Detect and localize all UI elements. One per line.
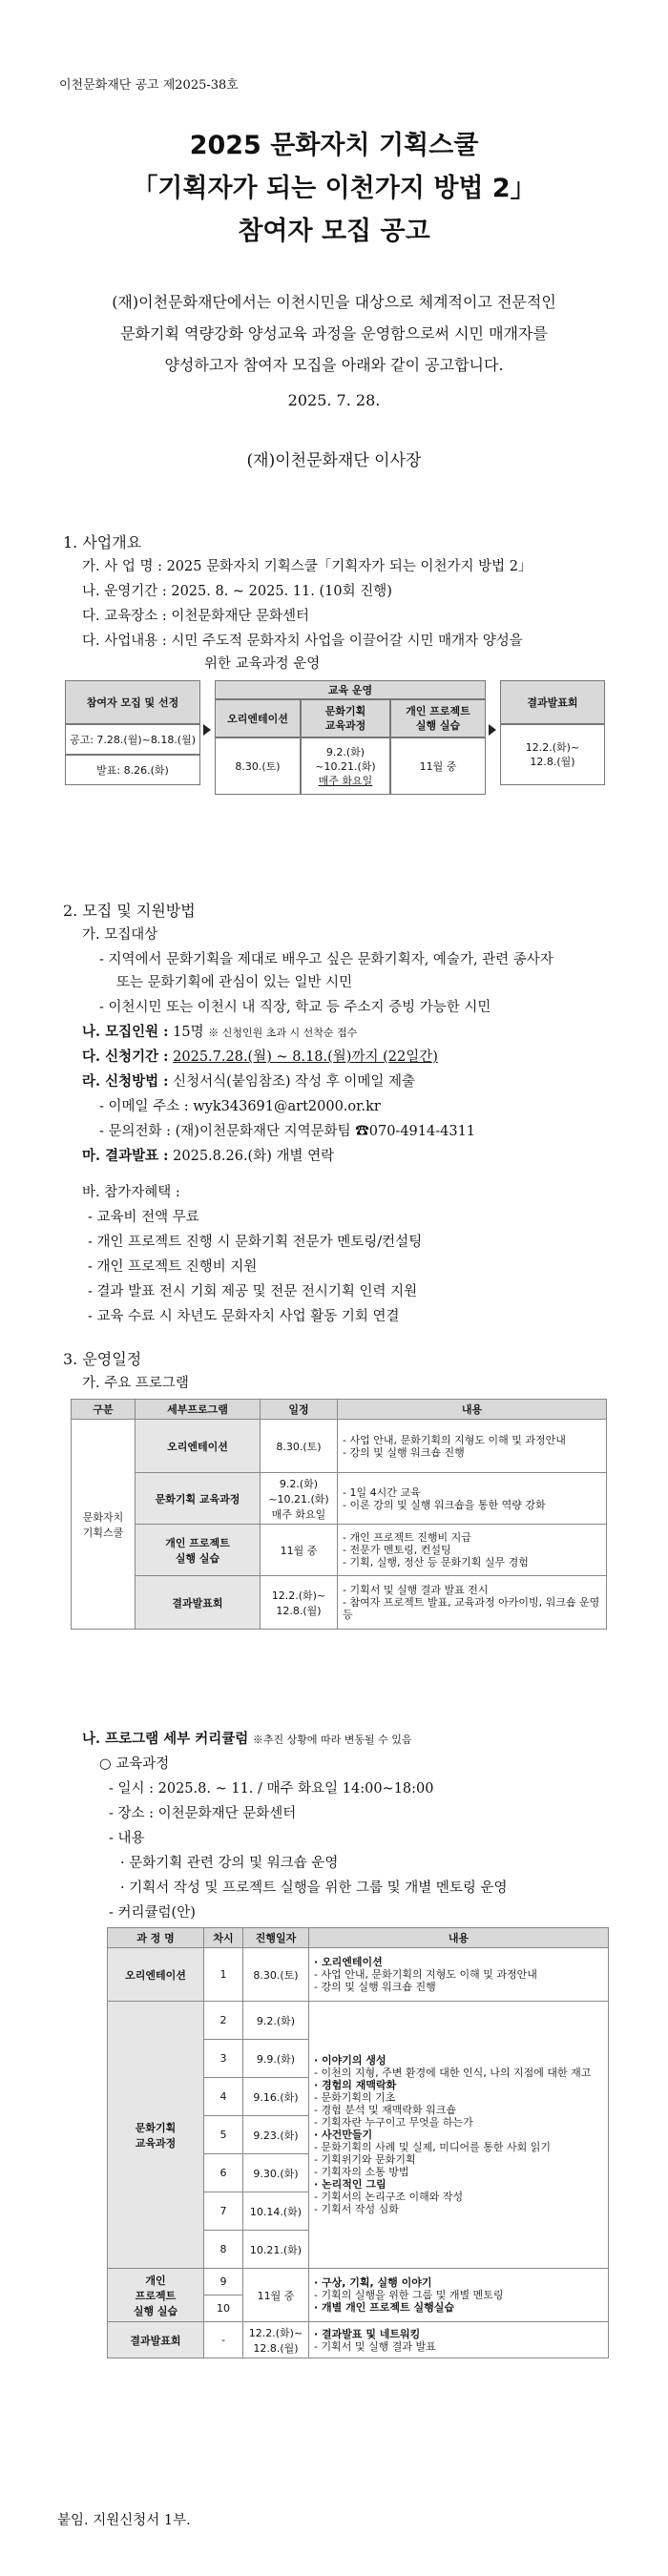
curriculum-content — [309, 1948, 609, 2002]
intro-paragraph — [57, 286, 611, 381]
program-content-item: - 이론 강의 및 실행 워크숍을 통한 역량 강화 — [343, 1498, 546, 1511]
section-2-heading: 2. 모집 및 지원방법 — [63, 902, 196, 920]
curriculum-course: 개인 프로젝트 실행 실습 — [108, 2269, 204, 2322]
curriculum-content-item: - 기획서 및 실행 결과 발표 — [314, 2339, 436, 2353]
curriculum-content-item: - 기획서 작성 심화 — [314, 2203, 399, 2215]
label: 다. 신청기간 : — [82, 1049, 169, 1065]
flow-result-header: 결과발표회 — [500, 680, 605, 724]
table-header: 진행일자 — [243, 1928, 309, 1948]
s3-programs-heading: 가. 주요 프로그램 — [82, 1376, 189, 1391]
program-content-item: - 사업 안내, 문화기획의 지형도 이해 및 과정안내 — [343, 1433, 566, 1446]
s2-benefits-heading: 바. 참가자혜택 : — [82, 1185, 180, 1200]
program-content-item: - 전문가 멘토링, 컨설팅 — [343, 1544, 451, 1556]
curriculum-date: 9.9.(화) — [243, 2040, 309, 2078]
flow-project-date: 11월 중 — [390, 737, 486, 795]
issuing-organization: (재)이천문화재단 이사장 — [246, 451, 422, 470]
flow-result-date — [500, 724, 605, 785]
title-line-3: 참여자 모집 공고 — [238, 217, 430, 246]
label: 나. 프로그램 세부 커리큘럼 — [82, 1731, 249, 1747]
intro-line: 양성하고자 참여자 모집을 아래와 같이 공고합니다. — [164, 356, 504, 374]
curriculum-content-item: · 사건만들기 — [314, 2129, 373, 2141]
curriculum-course: 문화기획 교육과정 — [108, 2002, 204, 2269]
curriculum-content-item: - 기획자란 누구이고 무엇을 하는가 — [314, 2116, 473, 2129]
s1-venue: 다. 교육장소 : 이천문화재단 문화센터 — [82, 609, 310, 624]
label: 마. 결과발표 : — [82, 1148, 169, 1164]
s3-course-sub: ○ 교육과정 — [99, 1756, 170, 1772]
curriculum-session: 5 — [204, 2116, 243, 2154]
flow-edu-header: 교육 운영 — [215, 680, 486, 699]
flow-course-header-line: 문화기획 — [324, 705, 366, 717]
curriculum-date: 9.16.(화) — [243, 2078, 309, 2116]
title-line-1: 2025 문화자치 기획스쿨 — [189, 131, 479, 160]
s2-benefit: - 개인 프로젝트 진행 시 문화기획 전문가 멘토링/컨설팅 — [88, 1235, 423, 1250]
value: 신청서식(붙임참조) 작성 후 이메일 제출 — [173, 1074, 416, 1090]
s3-curriculum-label: - 커리큘럼(안) — [109, 1905, 196, 1921]
program-content-item: - 참여자 프로젝트 발표, 교육과정 아카이빙, 워크숍 운영 등 — [343, 1596, 600, 1621]
program-name: 문화기획 교육과정 — [136, 1473, 261, 1525]
s1-period: 나. 운영기간 : 2025. 8. ~ 2025. 11. (10회 진행) — [82, 584, 392, 599]
s3-course-venue: - 장소 : 이천문화재단 문화센터 — [109, 1806, 297, 1821]
table-header: 차시 — [204, 1928, 243, 1948]
flow-arrow — [203, 724, 211, 736]
intro-line: 문화기획 역량강화 양성교육 과정을 운영함으로써 시민 매개자를 — [120, 324, 548, 343]
program-content-item: - 기획, 실행, 정산 등 문화기획 실무 경험 — [343, 1556, 529, 1568]
flow-orientation-date: 8.30.(토) — [215, 737, 301, 795]
curriculum-date: 10.14.(화) — [243, 2192, 309, 2231]
flow-project-header-line: 개인 프로젝트 — [406, 705, 470, 717]
curriculum-content-item: - 경험 분석 및 재맥락화 워크숍 — [314, 2104, 456, 2116]
section-1-heading: 1. 사업개요 — [63, 533, 142, 551]
title-line-2: 「기획자가 되는 이천가지 방법 2」 — [132, 174, 536, 203]
s2-benefit: - 교육비 전액 무료 — [88, 1210, 199, 1225]
curriculum-date: 9.23.(화) — [243, 2116, 309, 2154]
attachment-note: 붙임. 지원신청서 1부. — [57, 2513, 191, 2528]
curriculum-content-item: - 기획위기와 문화기획 — [314, 2153, 416, 2166]
curriculum-content-item: · 결과발표 및 네트워킹 — [314, 2327, 421, 2340]
table-header: 구분 — [72, 1400, 136, 1420]
program-content — [338, 1420, 607, 1473]
curriculum-content-item: - 강의 및 실행 워크숍 진행 — [314, 1981, 436, 1993]
flow-recruit-header: 참여자 모집 및 선정 — [65, 680, 200, 724]
flow-course-header — [301, 699, 390, 737]
curriculum-session: 2 — [204, 2002, 243, 2040]
program-date: 8.30.(토) — [261, 1420, 338, 1473]
curriculum-content-item: - 문화기획의 사례 및 실제, 미디어를 통한 사회 읽기 — [314, 2141, 551, 2153]
section-3-heading: 3. 운영일정 — [63, 1350, 142, 1368]
program-group: 문화자치 기획스쿨 — [72, 1420, 136, 1630]
s2-target-1-cont: 또는 문화기획에 관심이 있는 일반 시민 — [116, 975, 353, 990]
s2-benefit: - 결과 발표 전시 기회 제공 및 전문 전시기획 인력 지원 — [88, 1284, 418, 1299]
curriculum-content — [309, 2269, 609, 2322]
curriculum-date: 12.2.(화)~ 12.8.(월) — [243, 2322, 309, 2358]
curriculum-session: 9 — [204, 2269, 243, 2296]
program-content-item: - 기획서 및 실행 결과 발표 전시 — [343, 1584, 489, 1596]
s3-course-time: - 일시 : 2025.8. ~ 11. / 매주 화요일 14:00~18:00 — [109, 1781, 434, 1797]
s3-course-content-item: · 기획서 작성 및 프로젝트 실행을 위한 그룹 및 개별 멘토링 운영 — [120, 1880, 508, 1896]
s2-email: - 이메일 주소 : wyk343691@art2000.or.kr — [99, 1099, 381, 1114]
s2-target-1: - 지역에서 문화기획을 제대로 배우고 싶은 문화기획자, 예술가, 관련 종사자 — [99, 952, 553, 967]
program-content-item: - 강의 및 실행 워크숍 진행 — [343, 1445, 465, 1459]
program-content — [338, 1525, 607, 1576]
curriculum-content-item: · 구상, 기획, 실행 이야기 — [314, 2276, 432, 2289]
intro-line: (재)이천문화재단에서는 이천시민을 대상으로 체계적이고 전문적인 — [112, 293, 556, 311]
s2-capacity — [82, 1021, 357, 1041]
program-content — [338, 1576, 607, 1630]
s3-curriculum-heading — [82, 1728, 412, 1748]
s3-course-content: - 내용 — [109, 1831, 145, 1846]
curriculum-content-item: · 이야기의 생성 — [314, 2054, 386, 2067]
note: ※추진 상황에 따라 변동될 수 있음 — [252, 1734, 412, 1746]
curriculum-content-item: · 경험의 재맥락화 — [314, 2079, 397, 2091]
curriculum-session: 6 — [204, 2154, 243, 2192]
label: 라. 신청방법 : — [82, 1073, 169, 1090]
curriculum-course: 오리엔테이션 — [108, 1948, 204, 2002]
curriculum-session: 3 — [204, 2040, 243, 2078]
curriculum-content-item: · 개별 개인 프로젝트 실행실습 — [314, 2301, 455, 2314]
curriculum-date: 11월 중 — [243, 2269, 309, 2322]
document-number: 이천문화재단 공고 제2025-38호 — [59, 78, 239, 93]
curriculum-session: 10 — [204, 2296, 243, 2322]
program-table — [71, 1399, 607, 1630]
curriculum-date: 9.2.(화) — [243, 2002, 309, 2040]
program-name: 오리엔테이션 — [136, 1420, 261, 1473]
curriculum-table — [107, 1927, 609, 2358]
program-date: 12.2.(화)~ 12.8.(월) — [261, 1576, 338, 1630]
flow-project-header-line: 실행 실습 — [415, 719, 461, 732]
curriculum-content-item: - 기획의 실행을 위한 그룹 및 개별 멘토링 — [314, 2289, 504, 2301]
table-header: 내용 — [309, 1928, 609, 1948]
s2-period — [82, 1046, 438, 1066]
note: ※ 신청인원 초과 시 선착순 접수 — [208, 1027, 358, 1039]
curriculum-date: 9.30.(화) — [243, 2154, 309, 2192]
s2-target-2: - 이천시민 또는 이천시 내 직장, 학교 등 주소지 증빙 가능한 시민 — [99, 1000, 491, 1015]
s2-benefit: - 교육 수료 시 차년도 문화자치 사업 활동 기회 연결 — [88, 1309, 400, 1324]
flow-recruit-result: 발표: 8.26.(화) — [65, 755, 200, 785]
flow-recruit-notice: 공고: 7.28.(월)~8.18.(월) — [65, 724, 200, 755]
curriculum-content-item: · 논리적인 그림 — [314, 2178, 386, 2191]
flow-result-date-line: 12.2.(화)~ — [525, 741, 580, 754]
flow-course-date-line: 9.2.(화) — [325, 745, 365, 758]
flow-course-date — [301, 737, 390, 795]
flow-course-date-line: 매주 화요일 — [318, 774, 373, 787]
table-header: 과 정 명 — [108, 1928, 204, 1948]
curriculum-course: 결과발표회 — [108, 2322, 204, 2358]
program-date: 11월 중 — [261, 1525, 338, 1576]
s3-course-content-item: · 문화기획 관련 강의 및 워크숍 운영 — [120, 1856, 339, 1871]
s1-project-name: 가. 사 업 명 : 2025 문화자치 기획스쿨「기획자가 되는 이천가지 방법 2」 — [82, 559, 532, 574]
s2-benefit: - 개인 프로젝트 진행비 지원 — [88, 1259, 258, 1275]
curriculum-session: 7 — [204, 2192, 243, 2231]
curriculum-content-item: - 문화기획의 기초 — [314, 2091, 396, 2104]
table-header: 일정 — [261, 1400, 338, 1420]
flow-course-header-line: 교육과정 — [324, 719, 366, 732]
label: 나. 모집인원 : — [82, 1024, 169, 1040]
s2-target-heading: 가. 모집대상 — [82, 927, 158, 943]
s2-method — [82, 1070, 415, 1091]
program-name: 결과발표회 — [136, 1576, 261, 1630]
s2-result — [82, 1145, 334, 1165]
flow-course-date-line: ~10.21.(화) — [315, 759, 376, 773]
curriculum-session: 1 — [204, 1948, 243, 2002]
program-content — [338, 1473, 607, 1525]
s1-content-cont: 위한 교육과정 운영 — [204, 656, 321, 672]
curriculum-session: 4 — [204, 2078, 243, 2116]
curriculum-session: - — [204, 2322, 243, 2358]
flow-result-date-line: 12.8.(월) — [530, 756, 575, 768]
curriculum-content-item: - 사업 안내, 문화기획의 지형도 이해 및 과정안내 — [314, 1968, 537, 1981]
curriculum-date: 8.30.(토) — [243, 1948, 309, 2002]
curriculum-content-item: · 오리엔테이션 — [314, 1956, 383, 1968]
flow-orientation-header: 오리엔테이션 — [215, 699, 301, 737]
s1-content: 다. 사업내용 : 시민 주도적 문화자치 사업을 이끌어갈 시민 매개자 양성을 — [82, 634, 523, 649]
curriculum-session: 8 — [204, 2231, 243, 2269]
value: 2025.7.28.(월) ~ 8.18.(월)까지 (22일간) — [173, 1049, 438, 1065]
announcement-date: 2025. 7. 28. — [287, 391, 381, 409]
curriculum-content — [309, 2002, 609, 2269]
flow-project-header — [390, 699, 486, 737]
value: 2025.8.26.(화) 개별 연락 — [173, 1149, 335, 1164]
curriculum-content-item: - 기획서의 논리구조 이해와 작성 — [314, 2191, 464, 2203]
curriculum-content-item: - 이천의 지형, 주변 환경에 대한 인식, 나의 지점에 대한 재고 — [314, 2067, 592, 2079]
table-header: 세부프로그램 — [136, 1400, 261, 1420]
curriculum-date: 10.21.(화) — [243, 2231, 309, 2269]
program-content-item: - 1일 4시간 교육 — [343, 1485, 421, 1499]
value: 15명 — [173, 1025, 204, 1040]
flow-arrow — [489, 724, 496, 736]
curriculum-content-item: - 기획자의 소통 방법 — [314, 2166, 409, 2178]
program-content-item: - 개인 프로젝트 진행비 지급 — [343, 1531, 471, 1544]
program-name: 개인 프로젝트 실행 실습 — [136, 1525, 261, 1576]
curriculum-content — [309, 2322, 609, 2358]
program-date: 9.2.(화) ~10.21.(화) 매주 화요일 — [261, 1473, 338, 1525]
s2-phone: - 문의전화 : (재)이천문화재단 지역문화팀 ☎070-4914-4311 — [99, 1124, 476, 1139]
table-header: 내용 — [338, 1400, 607, 1420]
